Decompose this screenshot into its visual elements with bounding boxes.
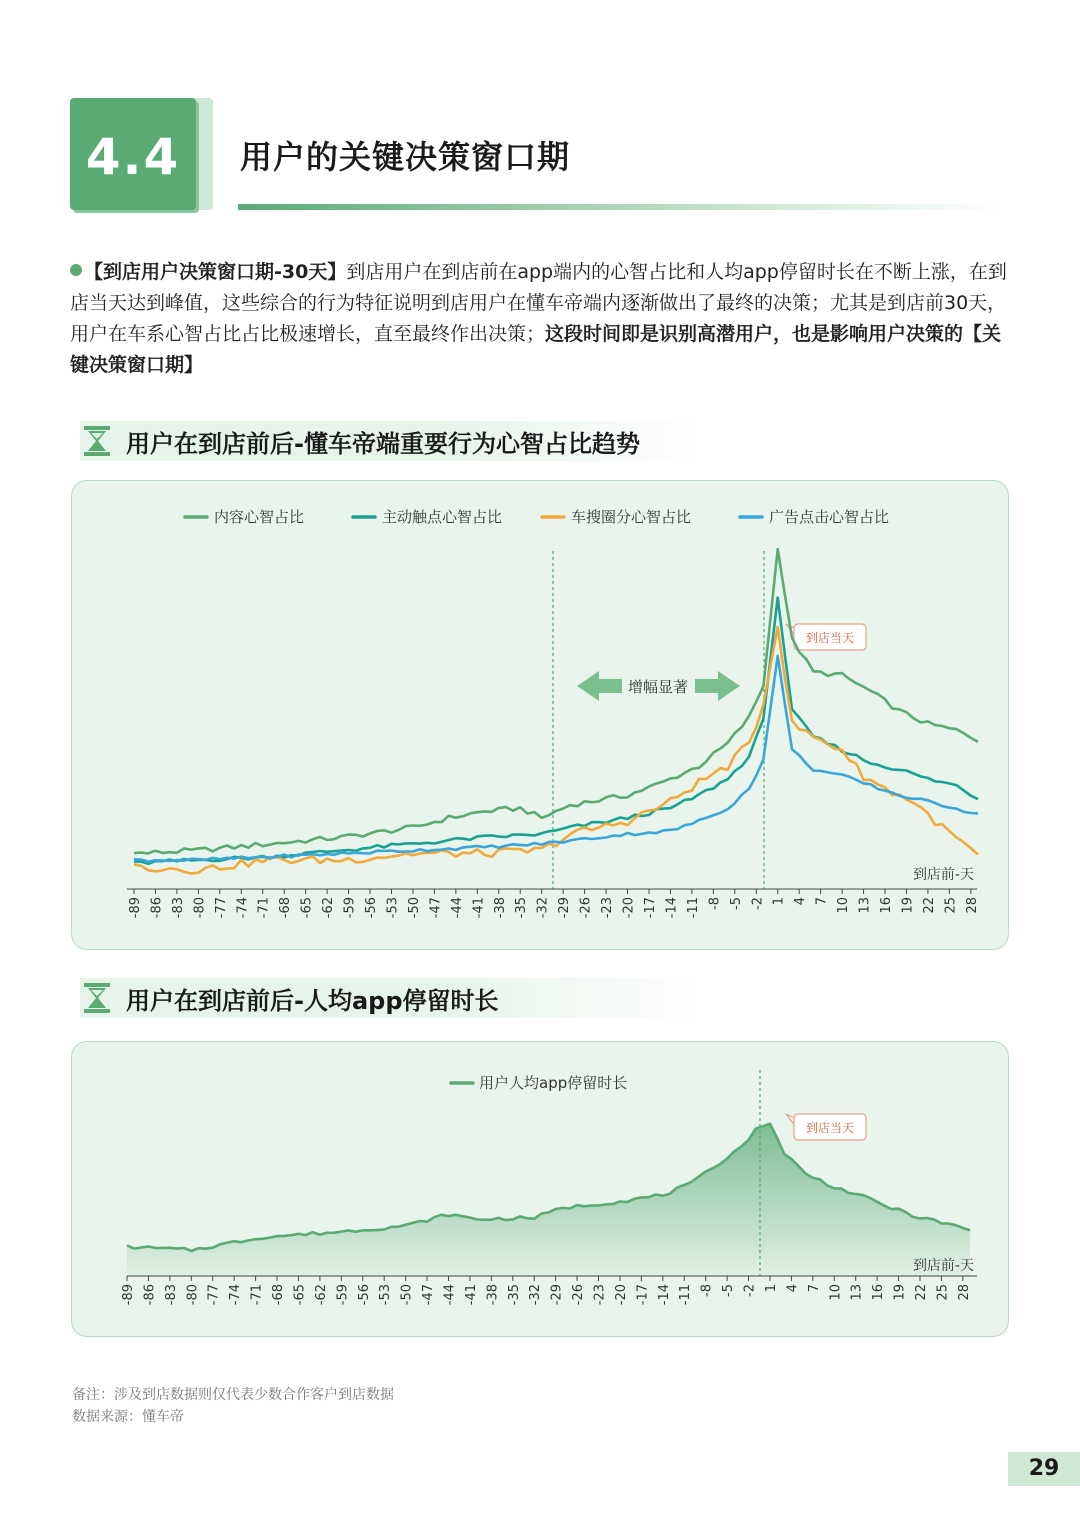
x-tick-label: -77 bbox=[206, 1284, 222, 1306]
area-fill bbox=[127, 1124, 970, 1276]
legend-label: 用户人均app停留时长 bbox=[479, 1074, 628, 1092]
x-tick-label: -17 bbox=[642, 897, 658, 919]
x-tick-label: 1 bbox=[763, 1284, 779, 1293]
x-tick-label: -32 bbox=[528, 1284, 544, 1306]
x-tick-label: -56 bbox=[364, 897, 380, 919]
chart1-legend bbox=[185, 508, 889, 526]
x-tick-label: 16 bbox=[879, 897, 895, 914]
intro-paragraph bbox=[70, 257, 1015, 381]
series-line bbox=[134, 627, 978, 874]
x-tick-label: -38 bbox=[485, 1284, 501, 1306]
x-tick-label: 19 bbox=[892, 1284, 908, 1301]
x-tick-label: -38 bbox=[492, 897, 508, 919]
x-tick-label: -8 bbox=[699, 1284, 715, 1297]
chart2-heading-text: 用户在到店前后-人均app停留时长 bbox=[126, 986, 499, 1015]
x-tick-label: -11 bbox=[678, 1284, 694, 1306]
x-tick-label: -23 bbox=[592, 1284, 608, 1306]
chart2-axis-note: 到店前-天 bbox=[912, 1258, 974, 1274]
x-tick-label: -35 bbox=[506, 1284, 522, 1306]
store-day-callout bbox=[786, 624, 866, 650]
x-tick-label: -44 bbox=[449, 897, 465, 919]
x-tick-label: -17 bbox=[635, 1284, 651, 1306]
intro-body: 到店用户在到店前在app端内的心智占比和人均app停留时长在不断上涨，在到店当天达到峰值，这些综合的行为特征说明到店用户在懂车帝端内逐渐做出了最终的决策；尤其是到店前30天，用户在车系心智占比占比极速增长，直至最终作出决策； bbox=[70, 261, 1007, 345]
x-tick-label: -83 bbox=[163, 1284, 179, 1306]
x-tick-label: -14 bbox=[664, 897, 680, 919]
x-tick-label: -62 bbox=[321, 897, 337, 919]
x-tick-label: -32 bbox=[535, 897, 551, 919]
x-tick-label: 19 bbox=[900, 897, 916, 914]
chart1-heading-text: 用户在到店前后-懂车帝端重要行为心智占比趋势 bbox=[126, 429, 640, 458]
legend-label: 内容心智占比 bbox=[214, 508, 305, 526]
x-tick-label: -65 bbox=[292, 1284, 308, 1306]
page-number: 29 bbox=[1008, 1452, 1080, 1486]
x-tick-label: 28 bbox=[964, 897, 980, 914]
x-tick-label: 22 bbox=[921, 897, 937, 914]
growth-label: 增幅显著 bbox=[627, 678, 689, 696]
source-note: 数据来源：懂车帝 bbox=[72, 1409, 184, 1425]
section-number: 4.4 bbox=[85, 128, 181, 186]
chart2-area bbox=[127, 1124, 970, 1276]
arrow-left-icon bbox=[577, 671, 622, 701]
chart1-plot bbox=[72, 481, 1008, 949]
x-tick-label: 10 bbox=[828, 1284, 844, 1301]
chart2-ticks bbox=[121, 1276, 972, 1305]
chart1-lines bbox=[134, 549, 978, 873]
footnotes bbox=[72, 1384, 394, 1428]
intro-emphasis: 这段时间即是识别高潜用户，也是影响用户决策的【关键决策窗口期】 bbox=[70, 323, 1002, 376]
x-tick-label: 16 bbox=[871, 1284, 887, 1301]
intro-tag: 【到店用户决策窗口期-30天】 bbox=[84, 261, 347, 283]
x-tick-label: -29 bbox=[549, 1284, 565, 1306]
x-tick-label: -8 bbox=[707, 897, 723, 910]
chart2-heading bbox=[80, 978, 700, 1018]
x-tick-label: -86 bbox=[149, 897, 165, 919]
x-tick-label: -71 bbox=[249, 1284, 265, 1306]
x-tick-label: -80 bbox=[185, 1284, 201, 1306]
x-tick-label: 25 bbox=[935, 1284, 951, 1301]
chart1-heading bbox=[80, 421, 700, 461]
x-tick-label: 10 bbox=[836, 897, 852, 914]
x-tick-label: -83 bbox=[170, 897, 186, 919]
x-tick-label: -59 bbox=[342, 897, 358, 919]
x-tick-label: 7 bbox=[814, 897, 830, 906]
x-tick-label: -20 bbox=[613, 1284, 629, 1306]
x-tick-label: 22 bbox=[913, 1284, 929, 1301]
chart1-card bbox=[71, 480, 1009, 950]
x-tick-label: -47 bbox=[428, 897, 444, 919]
x-tick-label: -74 bbox=[228, 1284, 244, 1306]
legend-label: 广告点击心智占比 bbox=[769, 508, 890, 526]
x-tick-label: -50 bbox=[399, 1284, 415, 1306]
store-day-label-2: 到店当天 bbox=[805, 1121, 855, 1135]
x-tick-label: -50 bbox=[406, 897, 422, 919]
x-tick-label: -2 bbox=[742, 1284, 758, 1297]
hourglass-icon bbox=[80, 424, 114, 458]
x-tick-label: -56 bbox=[356, 1284, 372, 1306]
x-tick-label: 13 bbox=[857, 897, 873, 914]
arrow-right-icon bbox=[695, 671, 740, 701]
x-tick-label: -29 bbox=[557, 897, 573, 919]
chart2-legend bbox=[451, 1074, 627, 1092]
x-tick-label: -89 bbox=[128, 897, 143, 919]
hourglass-icon bbox=[80, 981, 114, 1015]
x-tick-label: -2 bbox=[750, 897, 766, 910]
x-tick-label: 4 bbox=[785, 1284, 801, 1293]
x-tick-label: -59 bbox=[335, 1284, 351, 1306]
chart2-card bbox=[71, 1041, 1009, 1337]
remark-note: 备注：涉及到店数据则仅代表少数合作客户到店数据 bbox=[72, 1387, 394, 1403]
x-tick-label: -26 bbox=[571, 1284, 587, 1306]
store-day-label: 到店当天 bbox=[805, 631, 855, 645]
x-tick-label: 1 bbox=[771, 897, 787, 906]
store-day-callout-2 bbox=[786, 1114, 866, 1140]
x-tick-label: -11 bbox=[685, 897, 701, 919]
x-tick-label: -23 bbox=[600, 897, 616, 919]
x-tick-label: 28 bbox=[956, 1284, 972, 1301]
section-title: 用户的关键决策窗口期 bbox=[240, 138, 571, 176]
x-tick-label: -53 bbox=[385, 897, 401, 919]
legend-label: 主动触点心智占比 bbox=[382, 508, 503, 526]
x-tick-label: -68 bbox=[278, 897, 294, 919]
x-tick-label: -41 bbox=[463, 1284, 479, 1306]
x-tick-label: -47 bbox=[421, 1284, 437, 1306]
x-tick-label: -62 bbox=[313, 1284, 329, 1306]
chart1-axis-note: 到店前-天 bbox=[912, 867, 974, 883]
x-tick-label: -74 bbox=[235, 897, 251, 919]
x-tick-label: -53 bbox=[378, 1284, 394, 1306]
x-tick-label: 4 bbox=[793, 897, 809, 906]
x-tick-label: -77 bbox=[213, 897, 229, 919]
x-tick-label: -41 bbox=[471, 897, 487, 919]
x-tick-label: -14 bbox=[656, 1284, 672, 1306]
x-tick-label: -26 bbox=[578, 897, 594, 919]
x-tick-label: -44 bbox=[442, 1284, 458, 1306]
x-tick-label: 13 bbox=[849, 1284, 865, 1301]
growth-annotation bbox=[577, 671, 740, 701]
x-tick-label: -86 bbox=[142, 1284, 158, 1306]
section-number-badge bbox=[70, 98, 196, 210]
x-tick-label: 25 bbox=[943, 897, 959, 914]
chart1-ticks bbox=[128, 889, 980, 918]
x-tick-label: 7 bbox=[806, 1284, 822, 1293]
x-tick-label: -68 bbox=[271, 1284, 287, 1306]
x-tick-label: -35 bbox=[514, 897, 530, 919]
x-tick-label: -5 bbox=[728, 897, 744, 910]
bullet-dot-icon bbox=[70, 264, 82, 276]
x-tick-label: -5 bbox=[721, 1284, 737, 1297]
x-tick-label: -65 bbox=[299, 897, 315, 919]
series-line bbox=[134, 549, 978, 853]
x-tick-label: -80 bbox=[192, 897, 208, 919]
x-tick-label: -20 bbox=[621, 897, 637, 919]
legend-label: 车搜圈分心智占比 bbox=[571, 508, 692, 526]
x-tick-label: -71 bbox=[256, 897, 272, 919]
chart2-plot bbox=[72, 1042, 1008, 1336]
x-tick-label: -89 bbox=[121, 1284, 136, 1306]
title-underline bbox=[238, 204, 998, 210]
